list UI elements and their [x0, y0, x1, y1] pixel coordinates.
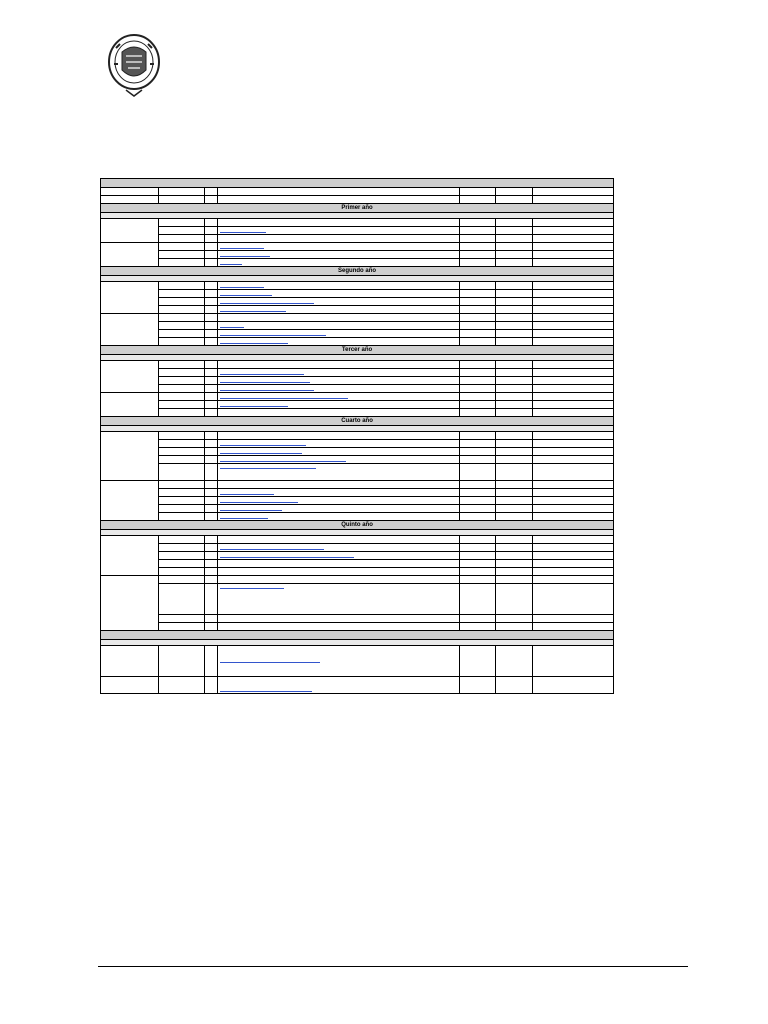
- table-row: [101, 369, 614, 377]
- year-header-2: [101, 267, 614, 276]
- subject-link[interactable]: [220, 256, 270, 257]
- subject-link[interactable]: [220, 248, 264, 249]
- table-header: [101, 179, 614, 188]
- table-row: [101, 505, 614, 513]
- table-row: [101, 536, 614, 544]
- subject-link[interactable]: [220, 502, 298, 503]
- subject-link[interactable]: [220, 453, 302, 454]
- subject-link[interactable]: [220, 691, 312, 692]
- table-row: [101, 409, 614, 417]
- subject-link[interactable]: [220, 549, 324, 550]
- table-row: [101, 489, 614, 497]
- subject-link[interactable]: [220, 295, 272, 296]
- table-row: [101, 481, 614, 489]
- table-row: [101, 552, 614, 560]
- table-row: [101, 338, 614, 346]
- table-row: [101, 251, 614, 259]
- section-title: [101, 631, 614, 640]
- curriculum-table: [100, 178, 614, 694]
- table-row: [101, 282, 614, 290]
- subject-link[interactable]: [220, 303, 314, 304]
- table-row: [101, 219, 614, 227]
- year-header-5: [101, 521, 614, 530]
- table-row: [101, 290, 614, 298]
- subject-link[interactable]: [220, 468, 316, 469]
- section-title: Primer año: [101, 204, 614, 213]
- table-row: [101, 464, 614, 481]
- subject-link[interactable]: [220, 232, 266, 233]
- table-row: [101, 497, 614, 505]
- table-row: [101, 440, 614, 448]
- table-row: [101, 196, 614, 204]
- table-row: [101, 361, 614, 369]
- subject-link[interactable]: [220, 374, 304, 375]
- table-row: [101, 615, 614, 623]
- subject-link[interactable]: [220, 382, 310, 383]
- subject-link[interactable]: [220, 406, 288, 407]
- table-row: [101, 259, 614, 267]
- table-header-bottom: [101, 631, 614, 640]
- year-header-3: [101, 346, 614, 355]
- footer-divider: [98, 966, 688, 967]
- subject-link[interactable]: [220, 311, 286, 312]
- section-title: [101, 179, 614, 188]
- table-row: [101, 377, 614, 385]
- subject-link[interactable]: [220, 662, 320, 663]
- table-row: [101, 385, 614, 393]
- table-row: [101, 448, 614, 456]
- year-header-4: [101, 417, 614, 426]
- table-row: [101, 401, 614, 409]
- table-row: [101, 235, 614, 243]
- table-row: [101, 677, 614, 694]
- table-row: [101, 188, 614, 196]
- table-row: [101, 298, 614, 306]
- subject-link[interactable]: [220, 335, 326, 336]
- subject-link[interactable]: [220, 398, 348, 399]
- table-row: [101, 576, 614, 584]
- section-title: Tercer año: [101, 346, 614, 355]
- table-row: [101, 646, 614, 677]
- table-row: [101, 243, 614, 251]
- table-row: [101, 322, 614, 330]
- section-title: Quinto año: [101, 521, 614, 530]
- section-title: Segundo año: [101, 267, 614, 276]
- subject-link[interactable]: [220, 518, 268, 519]
- table-row: [101, 314, 614, 322]
- subject-link[interactable]: [220, 390, 314, 391]
- section-title: Cuarto año: [101, 417, 614, 426]
- subject-link[interactable]: [220, 588, 284, 589]
- subject-link[interactable]: [220, 494, 274, 495]
- table-row: [101, 513, 614, 521]
- table-row: [101, 568, 614, 576]
- year-header-1: [101, 204, 614, 213]
- table-row: [101, 330, 614, 338]
- subject-link[interactable]: [220, 461, 346, 462]
- table-row: [101, 227, 614, 235]
- subject-link[interactable]: [220, 327, 244, 328]
- table-row: [101, 584, 614, 615]
- subject-link[interactable]: [220, 287, 264, 288]
- subject-link[interactable]: [220, 445, 306, 446]
- table-row: [101, 306, 614, 314]
- table-row: [101, 544, 614, 552]
- subject-link[interactable]: [220, 264, 242, 265]
- table-row: [101, 560, 614, 568]
- table-row: [101, 623, 614, 631]
- subject-link[interactable]: [220, 343, 288, 344]
- subject-link[interactable]: [220, 510, 282, 511]
- table-row: [101, 432, 614, 440]
- subject-link[interactable]: [220, 557, 354, 558]
- table-row: [101, 393, 614, 401]
- university-seal-icon: [106, 30, 162, 98]
- table-row: [101, 456, 614, 464]
